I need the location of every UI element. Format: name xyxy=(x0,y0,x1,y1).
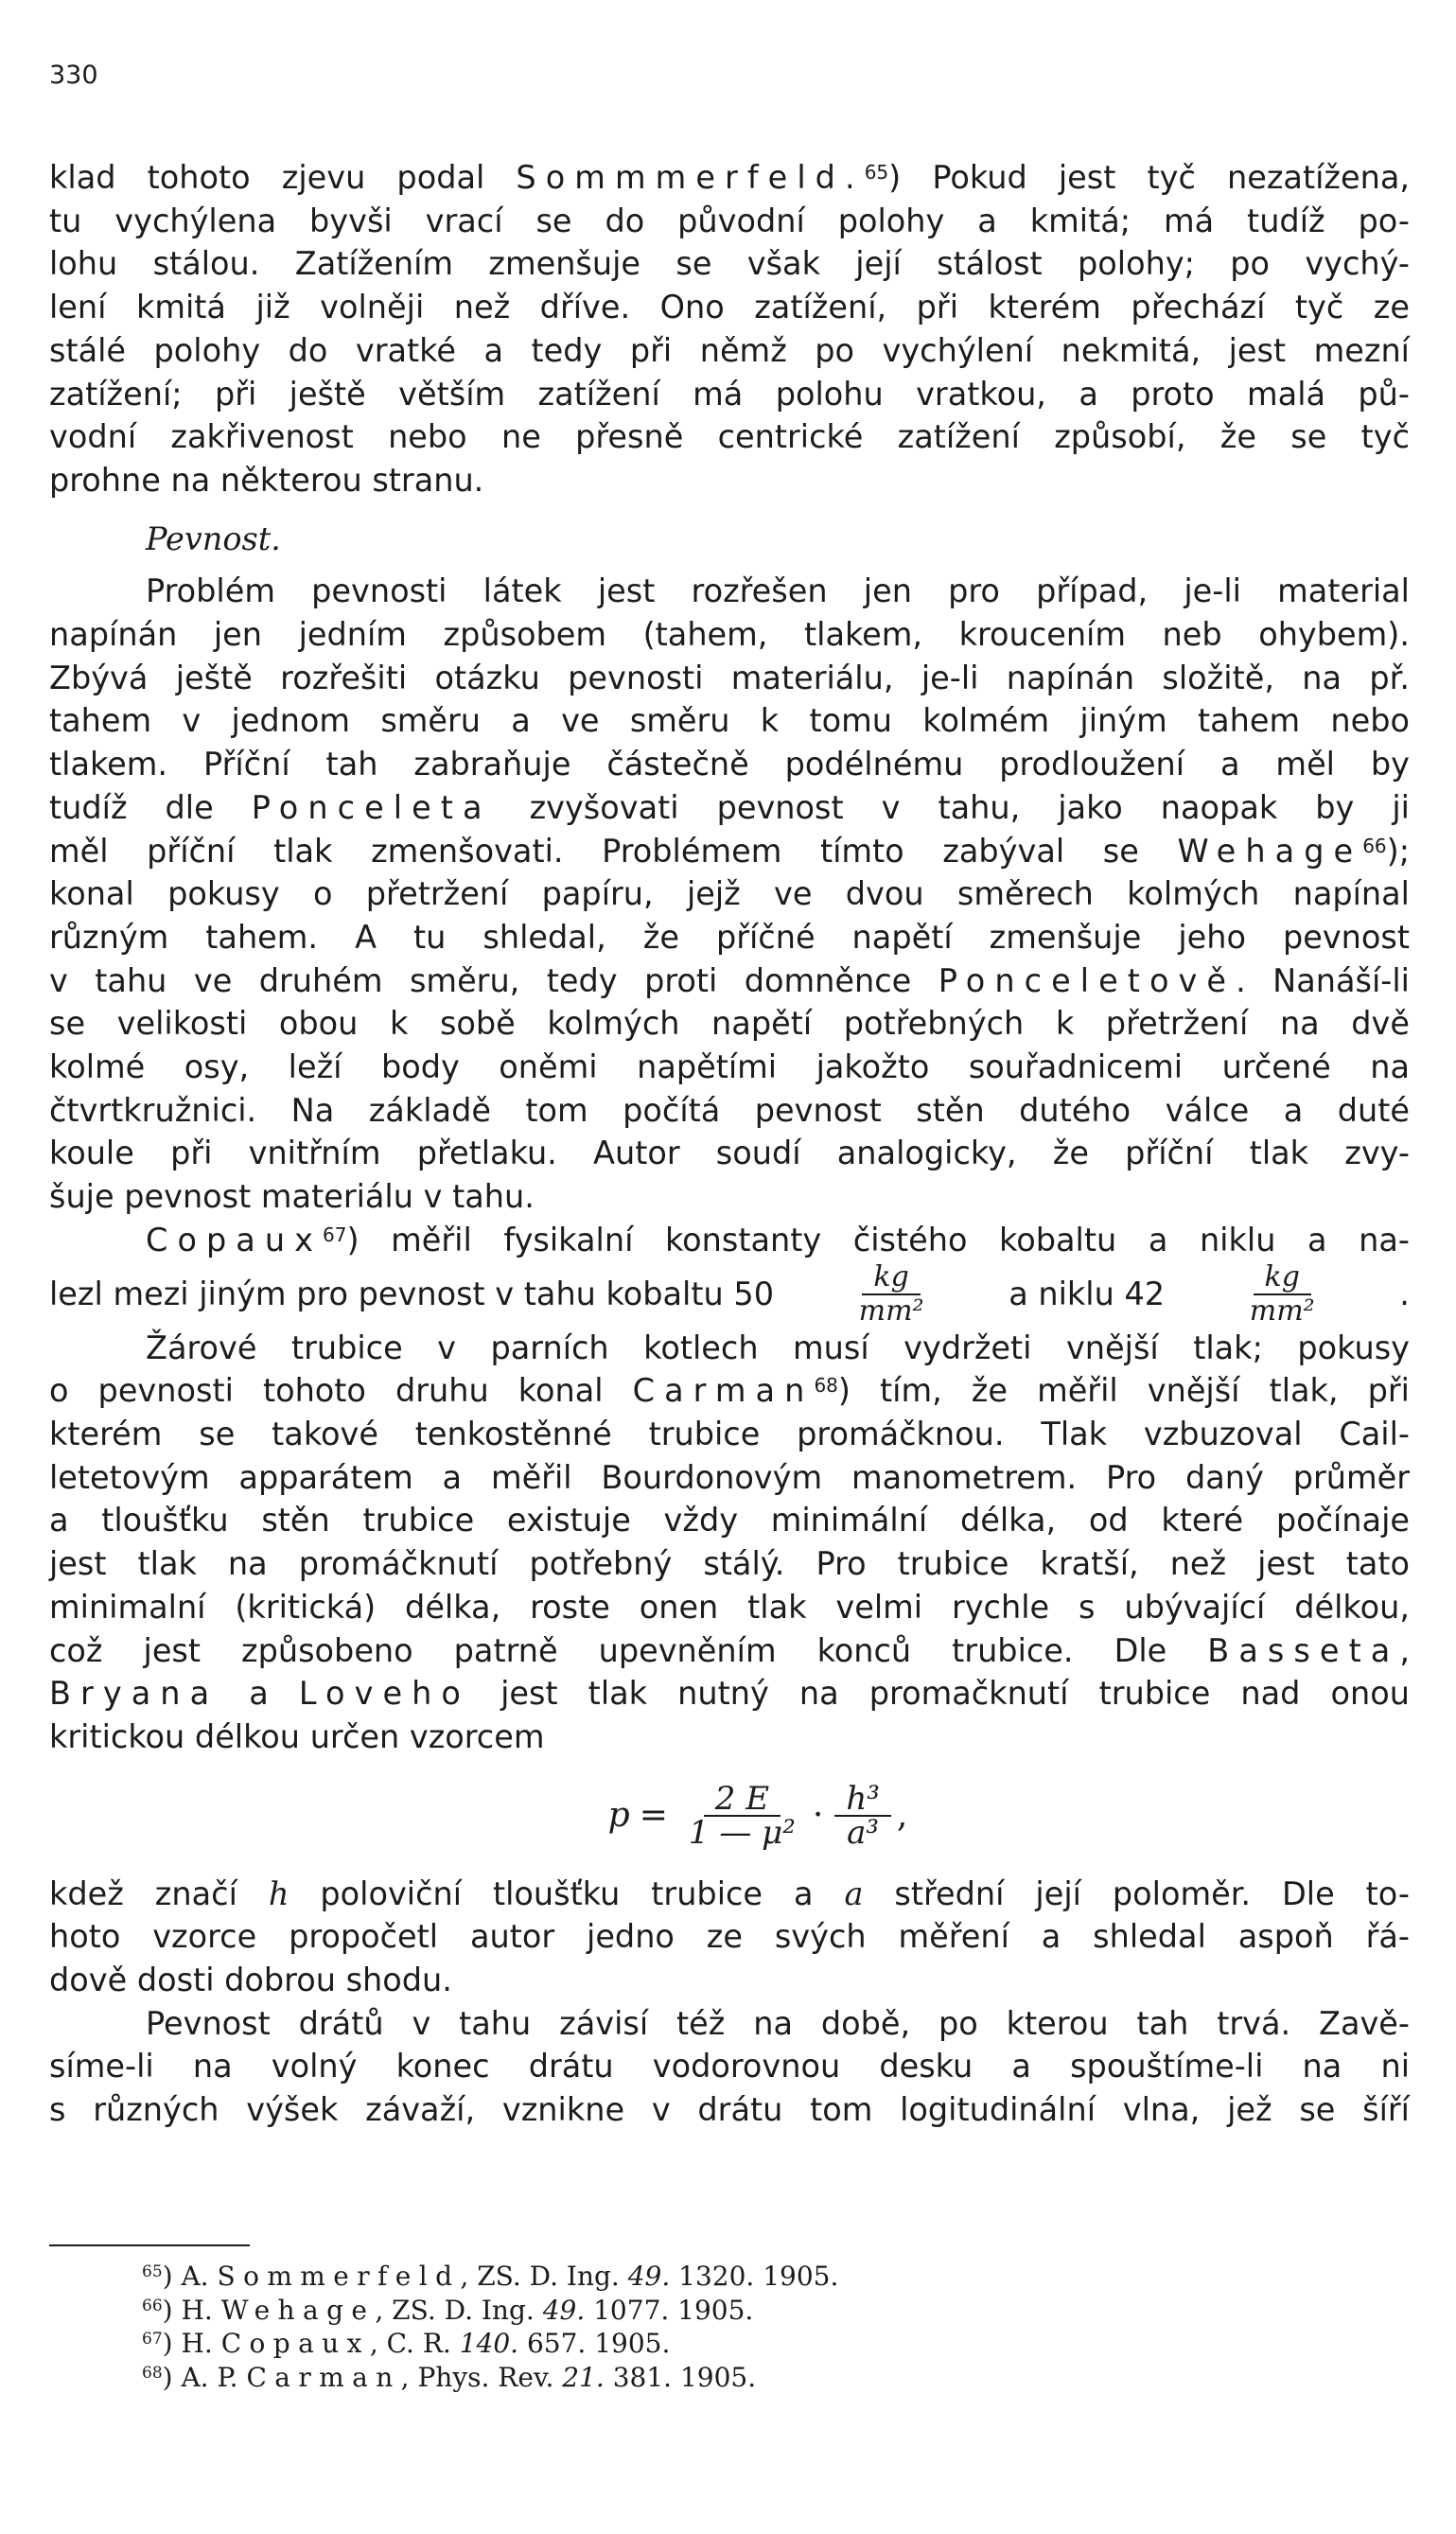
text-line: minimalní (kritická) délka, roste onen tlak velmi rychle s ubývající délkou, xyxy=(49,1588,1410,1626)
formula-fraction xyxy=(683,1779,801,1852)
text-line: lení kmitá již volněji než dříve. Ono zatížení, při kterém přechází tyč ze xyxy=(49,289,1410,326)
formula-numerator: 2 E xyxy=(704,1783,781,1817)
text-line: v tahu ve druhém směru, tedy proti domněnce Ponceletově. Nanáší-li xyxy=(49,961,1410,999)
formula-comma: , xyxy=(896,1795,908,1835)
text-line: s různých výšek závaží, vznikne v drátu tom logitudinální vlna, jež se šíří xyxy=(49,2091,1410,2129)
text-line: Zbývá ještě rozřešiti otázku pevnosti materiálu, je-li napínán složitě, na př. xyxy=(49,659,1410,696)
text-line: jest tlak na promáčknutí potřebný stálý. Pro trubice kratší, než jest tato xyxy=(49,1545,1410,1583)
text-line: tlakem. Příční tah zabraňuje částečně podélnému prodloužení a měl by xyxy=(49,746,1410,783)
footnote: $^{68}$) A. P. Carman, Phys. Rev. 21. 381. 1905. xyxy=(142,2361,757,2393)
text-line: . xyxy=(1399,1275,1410,1312)
text-line: měl příční tlak zmenšovati. Problémem tímto zabýval se Wehage$^{66}$); xyxy=(49,832,1410,870)
formula-denominator: a³ xyxy=(847,1813,880,1852)
text-line: což jest způsobeno patrně upevněním konců trubice. Dle Basseta, xyxy=(49,1631,1410,1669)
text-line: se velikosti obou k sobě kolmých napětí potřebných k přetržení na dvě xyxy=(49,1005,1410,1043)
text-line: Copaux$^{67}$) měřil fysikalní konstanty čistého kobaltu a niklu a na- xyxy=(146,1221,1410,1258)
text-line: a niklu 42 xyxy=(1009,1275,1166,1312)
text-line: kdež značí h poloviční tloušťku trubice a a střední její poloměr. Dle to- xyxy=(49,1874,1410,1912)
text-line: a tloušťku stěn trubice existuje vždy minimální délka, od které počínaje xyxy=(49,1502,1410,1540)
text-line: koule při vnitřním přetlaku. Autor soudí analogicky, že příční tlak zvy- xyxy=(49,1135,1410,1172)
text-line: kritickou délkou určen vzorcem xyxy=(49,1717,545,1755)
formula-equals: = xyxy=(639,1795,668,1835)
text-line: dově dosti dobrou shodu. xyxy=(49,1962,452,1999)
fraction-numerator: kg xyxy=(1254,1261,1311,1295)
body-text xyxy=(49,156,1410,2132)
text-line: Žárové trubice v parních kotlech musí vydržeti vnější tlak; pokusy xyxy=(146,1329,1410,1366)
footnote: $^{66}$) H. Wehage, ZS. D. Ing. 49. 1077. 1905. xyxy=(142,2294,754,2326)
formula-denominator: 1 — μ² xyxy=(688,1813,796,1852)
text-line: konal pokusy o přetržení papíru, jejž ve dvou směrech kolmých napínal xyxy=(49,875,1410,913)
unit-fraction xyxy=(1244,1261,1321,1328)
fraction-denominator: mm² xyxy=(858,1293,924,1328)
fraction-line xyxy=(49,1259,1410,1328)
text-line: hoto vzorce propočetl autor jedno ze svých měření a shledal aspoň řá- xyxy=(49,1918,1410,1956)
text-line: šuje pevnost materiálu v tahu. xyxy=(49,1178,535,1216)
footnotes xyxy=(142,2260,838,2394)
text-line: Pevnost drátů v tahu závisí též na době, po kterou tah trvá. Zavě- xyxy=(146,2004,1410,2042)
text-line: tahem v jednom směru a ve směru k tomu kolmém jiným tahem nebo xyxy=(49,702,1410,740)
pressure-formula xyxy=(49,1759,1410,1873)
text-line: napínán jen jedním způsobem (tahem, tlakem, kroucením neb ohybem). xyxy=(49,616,1410,654)
formula-numerator: h³ xyxy=(834,1783,891,1817)
formula-lhs: p xyxy=(607,1795,630,1835)
fraction-denominator: mm² xyxy=(1249,1293,1315,1328)
footnote: $^{65}$) A. Sommerfeld, ZS. D. Ing. 49. 1320. 1905. xyxy=(142,2261,839,2292)
page-number: 330 xyxy=(49,61,98,90)
text-line: lohu stálou. Zatížením zmenšuje se však její stálost polohy; po vychý- xyxy=(49,245,1410,283)
fraction-numerator: kg xyxy=(862,1261,920,1295)
unit-fraction xyxy=(853,1261,930,1328)
footnote-rule xyxy=(49,2244,250,2246)
text-line: vodní zakřivenost nebo ne přesně centrické zatížení způsobí, že se tyč xyxy=(49,418,1410,456)
formula-fraction xyxy=(834,1779,891,1852)
text-line: tudíž dle Ponceleta zvyšovati pevnost v tahu, jako naopak by ji xyxy=(49,788,1410,826)
text-line: tu vychýlena byvši vrací se do původní polohy a kmitá; má tudíž po- xyxy=(49,202,1410,239)
formula-dot: · xyxy=(812,1795,824,1835)
text-line: prohne na některou stranu. xyxy=(49,461,484,499)
text-line: Bryana a Loveho jest tlak nutný na promačknutí trubice nad onou xyxy=(49,1675,1411,1713)
text-line: Problém pevnosti látek jest rozřešen jen pro případ, je-li material xyxy=(146,572,1410,610)
text-line: různým tahem. A tu shledal, že příčné napětí zmenšuje jeho pevnost xyxy=(49,918,1410,956)
text-line: letetovým apparátem a měřil Bourdonovým manometrem. Pro daný průměr xyxy=(49,1458,1410,1496)
text-line: kolmé osy, leží body oněmi napětími jakožto souřadnicemi určené na xyxy=(49,1048,1410,1086)
footnote: $^{67}$) H. Copaux, C. R. 140. 657. 1905. xyxy=(142,2328,671,2359)
text-line: stálé polohy do vratké a tedy při němž po vychýlení nekmitá, jest mezní xyxy=(49,331,1410,369)
text-line: zatížení; při ještě větším zatížení má polohu vratkou, a proto malá pů- xyxy=(49,375,1410,413)
text-line: čtvrtkružnici. Na základě tom počítá pevnost stěn dutého válce a duté xyxy=(49,1091,1410,1129)
text-line: o pevnosti tohoto druhu konal Carman$^{68}$) tím, že měřil vnější tlak, při xyxy=(49,1372,1410,1410)
text-line: lezl mezi jiným pro pevnost v tahu kobaltu 50 xyxy=(49,1275,775,1312)
text-line: klad tohoto zjevu podal Sommmerfeld.$^{65}$) Pokud jest tyč nezatížena, xyxy=(49,159,1410,196)
text-line: kterém se takové tenkostěnné trubice promáčknou. Tlak vzbuzoval Cail- xyxy=(49,1415,1410,1452)
text-line: síme-li na volný konec drátu vodorovnou desku a spouštíme-li na ni xyxy=(49,2048,1410,2085)
section-heading: Pevnost. xyxy=(146,519,281,557)
